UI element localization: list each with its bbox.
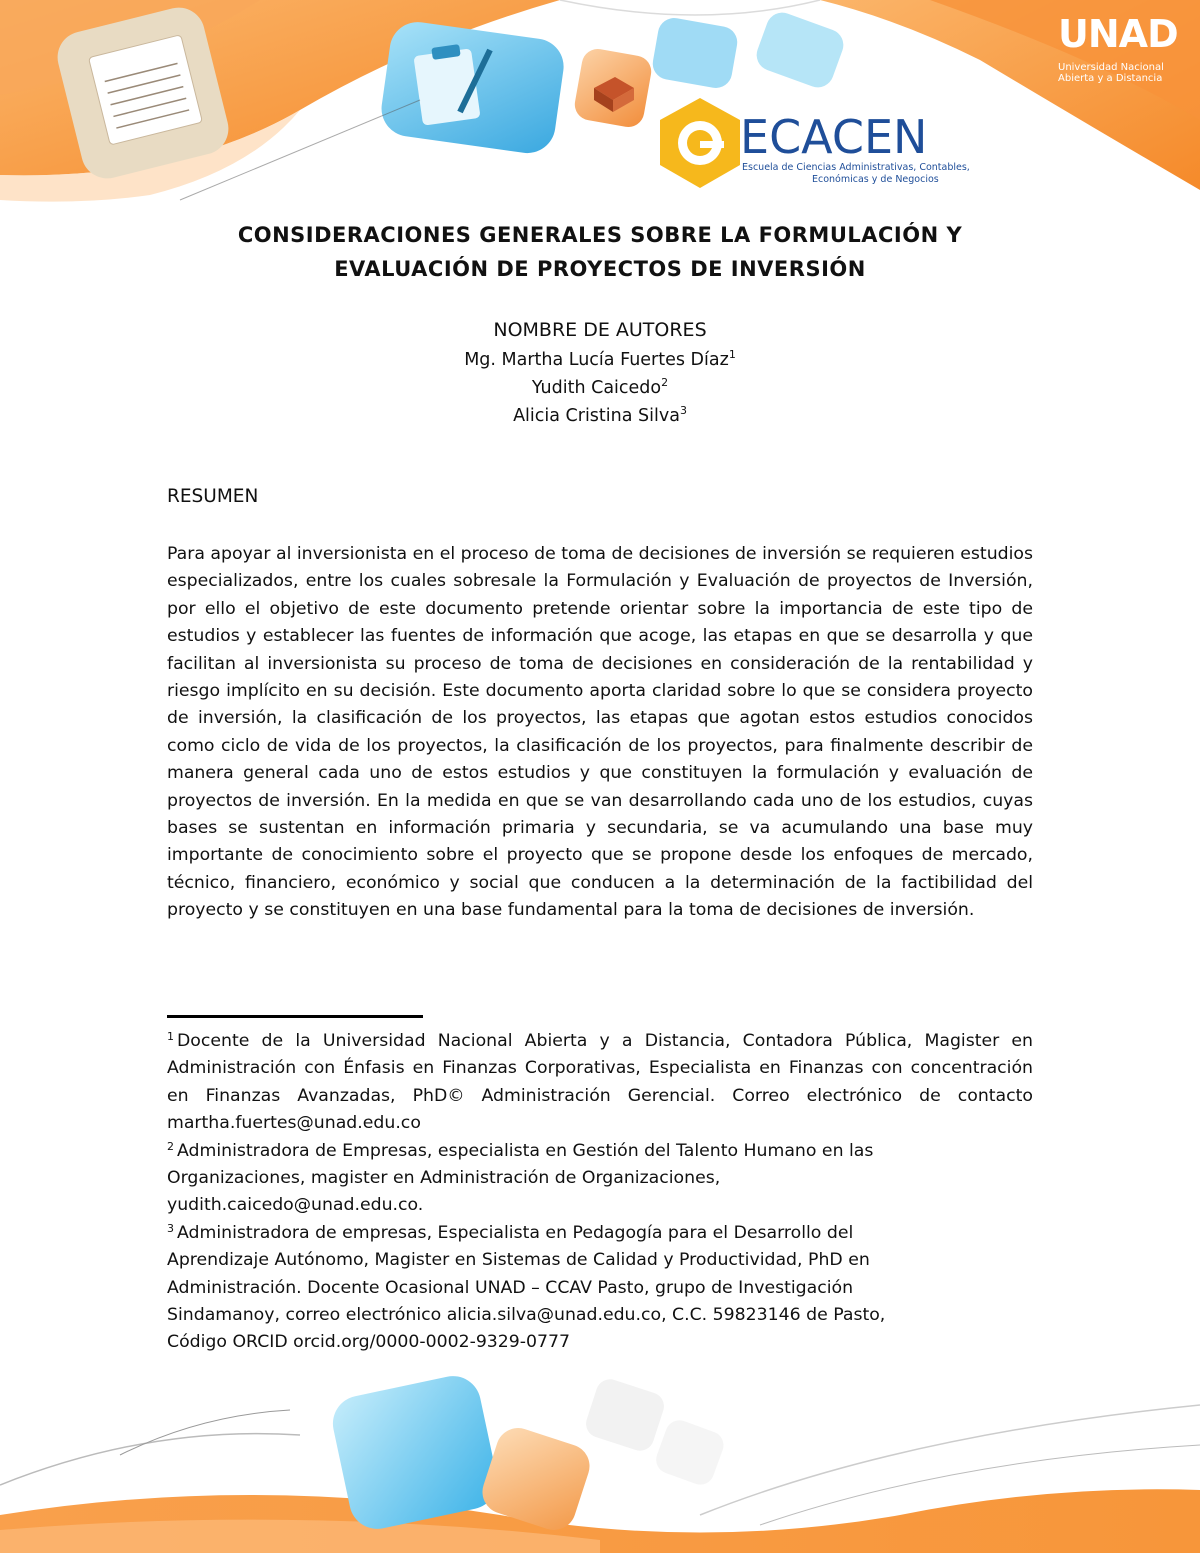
footnote-text-line: Código ORCID orcid.org/0000-0002-9329-0777 [167,1332,571,1353]
footnote-text-line: Organizaciones, magister en Administración de Organizaciones, [167,1168,721,1189]
authors-label: NOMBRE DE AUTORES [493,319,707,341]
unad-logo-text: UNAD [1058,12,1178,56]
footnote-ref: 1 [167,1030,174,1043]
authors-block [100,316,1100,430]
author-name: Mg. Martha Lucía Fuertes Díaz [464,350,729,370]
footnotes [167,1028,1033,1357]
ecacen-subtitle-line1: Escuela de Ciencias Administrativas, Contables, [742,162,970,173]
ecacen-hexagon-icon [660,98,740,188]
ecacen-logo-text: ECACEN [740,110,928,164]
footnote-text: Docente de la Universidad Nacional Abierta y a Distancia, Contadora Pública, Magister en Administración con Énfasis en Finanzas Corporativas, Especialista en Finanzas con concentración en Finanzas Avanzadas, PhD© Administración Gerencial. Correo electrónico de contacto martha.fuertes@unad.edu.co [167,1031,1033,1134]
author-line [100,374,1100,402]
footnote-text-line: Administradora de empresas, Especialista en Pedagogía para el Desarrollo del [177,1222,854,1243]
author-footnote-ref[interactable]: 3 [679,404,687,417]
title-line-2: EVALUACIÓN DE PROYECTOS DE INVERSIÓN [334,257,866,281]
ecacen-logo [740,110,970,190]
footnote-text-line: Administración. Docente Ocasional UNAD – CCAV Pasto, grupo de Investigación [167,1277,854,1298]
footnote-2 [167,1138,1033,1220]
title-line-1: CONSIDERACIONES GENERALES SOBRE LA FORMULACIÓN Y [237,223,963,247]
clipboard-icon [378,18,567,156]
ecacen-logo-subtitle [742,162,972,186]
footer-decoration [0,1365,1200,1553]
footnote-ref: 2 [167,1139,174,1153]
document-title [100,218,1100,286]
footnote-separator [167,1015,423,1018]
footnote-text-line: Aprendizaje Autónomo, Magister en Sistemas de Calidad y Productividad, PhD en [167,1250,870,1271]
footnote-1 [167,1028,1033,1138]
unad-logo [1058,8,1188,88]
author-name: Yudith Caicedo [531,378,662,398]
footer-blue-tile [328,1371,503,1534]
author-footnote-ref[interactable]: 1 [728,348,736,361]
abstract-body: Para apoyar al inversionista en el proceso de toma de decisiones de inversión se requieren estudios especializados, entre los cuales sobresale la Formulación y Evaluación de proyectos de Inversión, por ello el objetivo de este documento pretende orientar sobre la importancia de este tipo de estudios y establecer las fuentes de información que acoge, las etapas en que se desarrolla y que facilitan al inversionista su proceso de toma de decisiones en consideración de la rentabilidad y riesgo implícito en su decisión. Este documento aporta claridad sobre lo que se considera proyecto de inversión, la clasificación de los proyectos, las etapas que agotan estos estudios conocidos como ciclo de vida de los proyectos, la clasificación de los proyectos, para finalmente describir de manera general cada uno de estos estudios y que constituyen la formulación y evaluación de proyectos de inversión. En la medida en que se van desarrollando cada uno de los estudios, cuyas bases se sustentan en información primaria y secundaria, se va acumulando una base muy importante de conocimiento sobre el proyecto que se propone desde los enfoques de mercado, técnico, financiero, económico y social que conducen a la determinación de la factibilidad del proyecto y se constituyen en una base fundamental para la toma de decisiones de inversión. [167,544,1033,921]
footnote-text-line: Sindamanoy, correo electrónico alicia.silva@unad.edu.co, C.C. 59823146 de Pasto, [167,1305,886,1326]
unad-subtitle-line2: Abierta y a Distancia [1058,73,1163,84]
blue-tile-small [650,16,740,91]
unad-subtitle-line1: Universidad Nacional [1058,62,1164,73]
author-footnote-ref[interactable]: 2 [661,376,669,389]
unad-logo-subtitle [1058,62,1164,84]
abstract-heading: RESUMEN [167,486,259,507]
footnote-text-line: Administradora de Empresas, especialista en Gestión del Talento Humano en las [177,1140,874,1161]
cube-icon [572,46,653,129]
author-name: Alicia Cristina Silva [513,406,680,426]
footnote-ref: 3 [167,1221,174,1235]
footnote-email-link[interactable]: yudith.caicedo@unad.edu.co. [167,1195,424,1216]
footnote-3 [167,1220,1033,1357]
ecacen-subtitle-line2: Económicas y de Negocios [812,174,939,185]
author-line [100,346,1100,374]
author-line [100,402,1100,430]
header-decoration [0,0,1200,210]
